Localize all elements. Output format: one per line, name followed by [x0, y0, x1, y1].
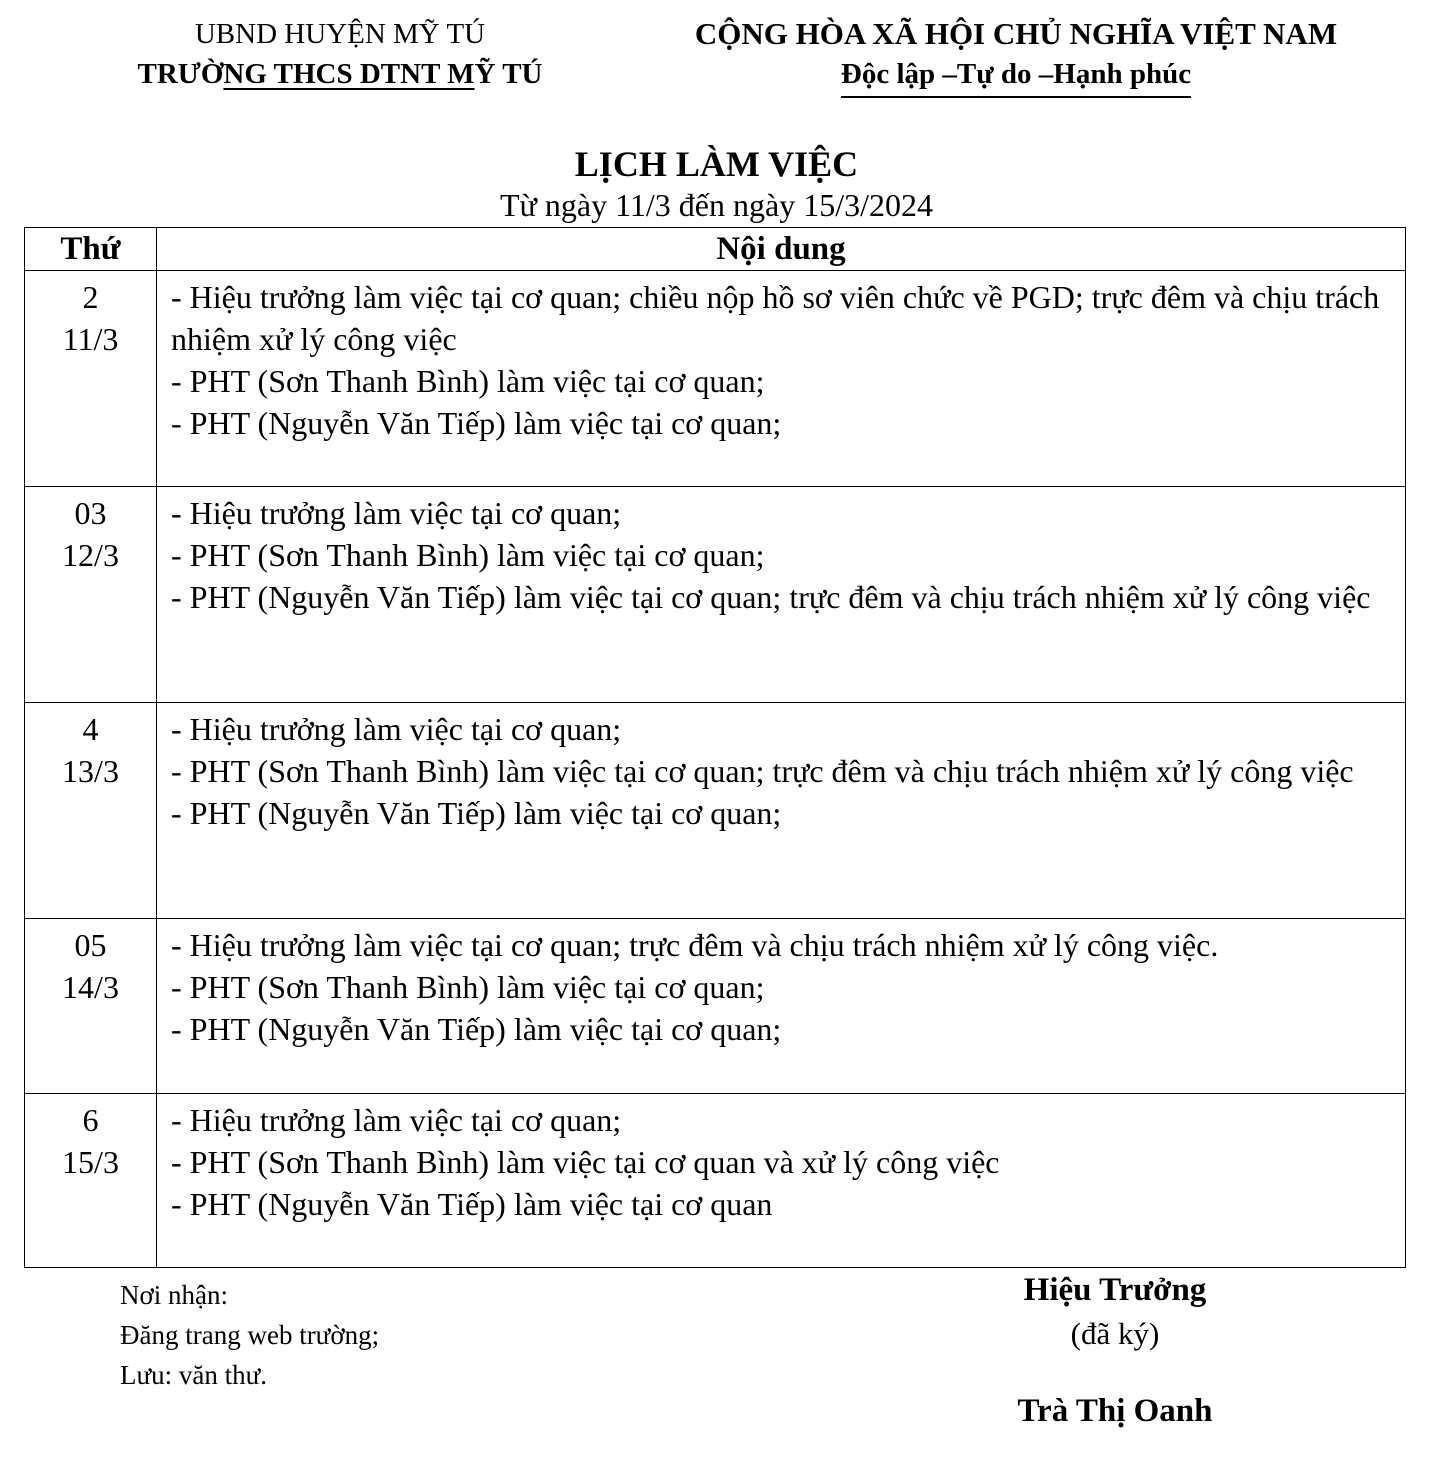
day-label: 05: [74, 927, 107, 963]
recipient-item: Đăng trang web trường;: [120, 1320, 380, 1350]
school-name-part-3: Ỹ TÚ: [474, 58, 543, 90]
date-label: 12/3: [62, 537, 119, 573]
recipient-item: Lưu: văn thư.: [120, 1360, 267, 1390]
task-line: - PHT (Nguyễn Văn Tiếp) làm việc tại cơ quan;: [171, 795, 782, 831]
date-label: 14/3: [62, 969, 119, 1005]
school-header: [60, 14, 620, 94]
task-line: - PHT (Sơn Thanh Bình) làm việc tại cơ quan;: [171, 537, 765, 573]
day-label: 03: [74, 495, 107, 531]
recipients-label: Nơi nhận:: [120, 1280, 229, 1310]
date-label: 13/3: [62, 753, 119, 789]
content-cell: [157, 271, 1406, 487]
day-label: 6: [82, 1102, 99, 1138]
content-cell: [157, 487, 1406, 703]
task-line: - PHT (Nguyễn Văn Tiếp) làm việc tại cơ quan;: [171, 1011, 782, 1047]
day-cell: [25, 1094, 157, 1268]
task-line: - PHT (Sơn Thanh Bình) làm việc tại cơ quan; trực đêm và chịu trách nhiệm xử lý công việc: [171, 753, 1354, 789]
district-name: UBND HUYỆN MỸ TÚ: [194, 18, 486, 50]
table-header-row: [25, 228, 1406, 271]
column-header-content: Nội dung: [157, 228, 1406, 271]
date-label: 11/3: [62, 321, 119, 357]
task-line: - Hiệu trưởng làm việc tại cơ quan;: [171, 495, 622, 531]
task-line: - PHT (Sơn Thanh Bình) làm việc tại cơ quan và xử lý công việc: [171, 1144, 1000, 1180]
school-name-part-2: NG THCS DTNT M: [223, 58, 475, 90]
recipients-block: [120, 1275, 379, 1395]
task-line: - PHT (Nguyễn Văn Tiếp) làm việc tại cơ quan; trực đêm và chịu trách nhiệm xử lý công việc: [171, 579, 1371, 615]
document-title-block: [0, 143, 1433, 225]
task-line: - Hiệu trưởng làm việc tại cơ quan; trực đêm và chịu trách nhiệm xử lý công việc.: [171, 927, 1219, 963]
schedule-table: [24, 227, 1406, 1268]
document-title: LỊCH LÀM VIỆC: [574, 144, 859, 184]
date-label: 15/3: [62, 1144, 119, 1180]
column-header-day: Thứ: [25, 228, 157, 271]
task-line: - PHT (Sơn Thanh Bình) làm việc tại cơ quan;: [171, 363, 765, 399]
content-cell: [157, 1094, 1406, 1268]
day-cell: [25, 919, 157, 1094]
table-row: [25, 703, 1406, 919]
school-name-part-1: TRƯỜ: [137, 58, 224, 90]
table-row: [25, 1094, 1406, 1268]
signature-block: [955, 1268, 1275, 1433]
table-row: [25, 487, 1406, 703]
task-line: - Hiệu trưởng làm việc tại cơ quan;: [171, 711, 622, 747]
national-header: [660, 14, 1372, 98]
task-line: - PHT (Sơn Thanh Bình) làm việc tại cơ quan;: [171, 969, 765, 1005]
document-subtitle: Từ ngày 11/3 đến ngày 15/3/2024: [500, 187, 933, 223]
table-row: [25, 271, 1406, 487]
task-line: - Hiệu trưởng làm việc tại cơ quan; chiều nộp hồ sơ viên chức về PGD; trực đêm và chịu trách nhiệm xử lý công việc: [171, 279, 1380, 357]
content-cell: [157, 919, 1406, 1094]
table-row: [25, 919, 1406, 1094]
task-line: - Hiệu trưởng làm việc tại cơ quan;: [171, 1102, 622, 1138]
content-cell: [157, 703, 1406, 919]
day-cell: [25, 703, 157, 919]
signer-name: Trà Thị Oanh: [1017, 1393, 1213, 1429]
national-title: CỘNG HÒA XÃ HỘI CHỦ NGHĨA VIỆT NAM: [694, 16, 1338, 51]
signed-note: (đã ký): [1070, 1316, 1160, 1351]
school-name: [60, 54, 620, 94]
day-label: 2: [82, 279, 99, 315]
signer-title: Hiệu Trưởng: [1023, 1272, 1207, 1308]
task-line: - PHT (Nguyễn Văn Tiếp) làm việc tại cơ quan;: [171, 405, 782, 441]
day-cell: [25, 271, 157, 487]
national-motto: Độc lập –Tự do –Hạnh phúc: [841, 54, 1191, 98]
day-cell: [25, 487, 157, 703]
task-line: - PHT (Nguyễn Văn Tiếp) làm việc tại cơ quan: [171, 1186, 773, 1222]
day-label: 4: [82, 711, 99, 747]
